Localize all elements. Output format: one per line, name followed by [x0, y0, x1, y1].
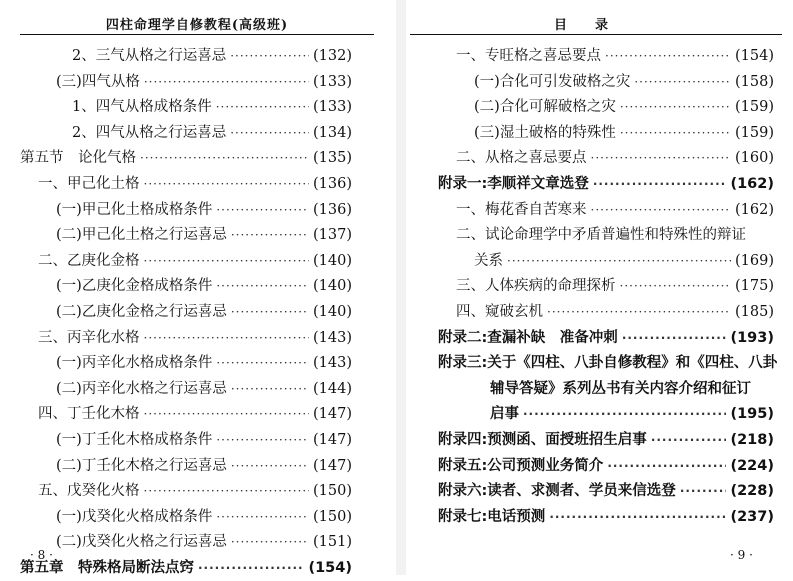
toc-entry-line: [438, 274, 774, 300]
toc-entry-line: [20, 351, 352, 377]
toc-entry-title: (三)四气从格: [56, 73, 140, 90]
toc-entry-line: [20, 249, 352, 275]
toc-entry-title-continued: 关系: [474, 252, 503, 269]
toc-entry-title: (二)合化可解破格之灾: [474, 99, 616, 116]
toc-entry-title: (一)乙庚化金格成格条件: [56, 278, 213, 295]
toc-entry-title: (二)甲己化土格之行运喜忌: [56, 227, 227, 244]
toc-entry-page: (143): [313, 329, 352, 346]
toc-entry-title: 四、窥破玄机: [456, 303, 543, 320]
toc-entry: [438, 121, 774, 147]
toc-entry-page: (169): [735, 252, 774, 269]
toc-entry-page: (136): [313, 175, 352, 192]
toc-entry-page: (135): [313, 150, 352, 167]
toc-entry: [20, 530, 352, 556]
toc-entry: [20, 274, 352, 300]
toc-entry-line: [438, 326, 774, 352]
toc-list-right: [438, 44, 778, 530]
toc-entry-line: [438, 198, 774, 224]
dot-leader: [620, 121, 731, 147]
dot-leader: [230, 121, 309, 147]
toc-entry-page: (162): [730, 175, 774, 192]
toc-entry-continuation: [438, 377, 774, 403]
toc-entry-page: (158): [735, 73, 774, 90]
toc-entry-title: (二)戊癸化火格之行运喜忌: [56, 534, 227, 551]
toc-entry-title: 附录六:读者、求测者、学员来信选登: [438, 483, 676, 500]
toc-entry-line: [20, 198, 352, 224]
dot-leader: [216, 351, 309, 377]
dot-leader: [591, 146, 732, 172]
toc-entry-title: (三)湿土破格的特殊性: [474, 124, 616, 141]
toc-entry-line: [20, 377, 352, 403]
toc-entry-title-continued: 启事: [490, 406, 519, 423]
toc-list-left: [20, 44, 352, 581]
toc-entry-page: (175): [735, 278, 774, 295]
toc-entry-continuation: [438, 402, 774, 428]
toc-entry-page: (151): [313, 534, 352, 551]
toc-entry-page: (140): [313, 303, 352, 320]
toc-entry: [20, 223, 352, 249]
toc-entry-page: (154): [308, 559, 352, 576]
toc-entry-title: 二、从格之喜忌要点: [456, 150, 587, 167]
toc-entry-line: [20, 454, 352, 480]
dot-leader: [651, 428, 727, 454]
toc-entry-title: 三、丙辛化水格: [38, 329, 140, 346]
dot-leader: [231, 454, 309, 480]
toc-entry-page: (133): [313, 73, 352, 90]
toc-entry: [438, 326, 774, 352]
toc-entry-line: [20, 95, 352, 121]
toc-entry-line: [20, 70, 352, 96]
toc-entry: [20, 172, 352, 198]
toc-entry: [438, 223, 774, 274]
toc-entry: [438, 351, 778, 428]
toc-entry: [438, 479, 774, 505]
dot-leader: [216, 274, 309, 300]
dot-leader: [231, 530, 309, 556]
dot-leader: [144, 326, 310, 352]
toc-entry: [438, 198, 774, 224]
toc-entry-continuation: [438, 249, 774, 275]
toc-entry-line: [20, 556, 352, 581]
toc-entry-line: [20, 402, 352, 428]
toc-entry-line: [20, 530, 352, 556]
dot-leader: [144, 70, 309, 96]
toc-entry-page: (134): [313, 124, 352, 141]
toc-entry: [20, 326, 352, 352]
dot-leader: [607, 454, 726, 480]
dot-leader: [549, 505, 726, 531]
toc-entry: [438, 274, 774, 300]
toc-entry-page: (137): [313, 227, 352, 244]
toc-entry: [20, 479, 352, 505]
toc-entry-title: 二、乙庚化金格: [38, 252, 140, 269]
toc-entry-title: 四、丁壬化木格: [38, 406, 140, 423]
toc-entry: [438, 70, 774, 96]
toc-entry-page: (133): [313, 99, 352, 116]
toc-entry-line: [20, 505, 352, 531]
dot-leader: [507, 249, 731, 275]
toc-entry: [20, 70, 352, 96]
toc-entry-title: 一、甲己化土格: [38, 175, 140, 192]
toc-entry-title: 二、试论命理学中矛盾普遍性和特殊性的辩证: [456, 227, 746, 244]
toc-entry-line: [20, 223, 352, 249]
dot-leader: [547, 300, 731, 326]
toc-entry-line: [438, 95, 774, 121]
toc-entry-page: (160): [735, 150, 774, 167]
toc-entry-page: (140): [313, 278, 352, 295]
dot-leader: [144, 172, 310, 198]
toc-entry-line: [438, 300, 774, 326]
book-gutter: [396, 0, 406, 575]
toc-entry: [438, 505, 774, 531]
toc-entry-line: [20, 428, 352, 454]
toc-entry: [20, 44, 352, 70]
dot-leader: [216, 198, 309, 224]
toc-entry-line: [20, 274, 352, 300]
toc-entry-line: [438, 121, 774, 147]
toc-entry-line: [20, 121, 352, 147]
toc-entry: [20, 300, 352, 326]
dot-leader: [634, 70, 731, 96]
toc-entry-title: 附录五:公司预测业务简介: [438, 457, 604, 474]
toc-entry: [438, 44, 774, 70]
dot-leader: [144, 479, 310, 505]
toc-entry: [20, 351, 352, 377]
toc-entry-page: (185): [735, 303, 774, 320]
toc-entry: [20, 95, 352, 121]
toc-entry-page: (228): [730, 483, 774, 500]
page-number: · 9 ·: [730, 548, 753, 562]
toc-entry: [438, 428, 774, 454]
dot-leader: [523, 402, 726, 428]
toc-entry-title: 五、戊癸化火格: [38, 483, 140, 500]
toc-entry: [20, 146, 352, 172]
dot-leader: [231, 300, 309, 326]
toc-entry-line: [438, 172, 774, 198]
toc-entry-page: (144): [313, 380, 352, 397]
toc-entry-page: (193): [730, 329, 774, 346]
toc-entry-line: [20, 479, 352, 505]
dot-leader: [620, 95, 731, 121]
running-header: 目录: [553, 18, 636, 33]
toc-entry-title: 附录三:关于《四柱、八卦自修教程》和《四柱、八卦: [438, 355, 778, 372]
dot-leader: [620, 274, 732, 300]
toc-entry: [20, 454, 352, 480]
dot-leader: [605, 44, 731, 70]
dot-leader: [144, 249, 310, 275]
toc-entry-page: (162): [735, 201, 774, 218]
toc-entry-line: [20, 44, 352, 70]
dot-leader: [230, 44, 309, 70]
toc-entry-page: (150): [313, 483, 352, 500]
toc-entry-line: [20, 326, 352, 352]
dot-leader: [140, 146, 309, 172]
dot-leader: [216, 95, 309, 121]
toc-entry-page: (154): [735, 48, 774, 64]
toc-entry: [438, 300, 774, 326]
dot-leader: [144, 402, 310, 428]
header-rule: [20, 34, 374, 35]
toc-entry-title: 附录四:预测函、面授班招生启事: [438, 431, 647, 448]
toc-entry: [438, 95, 774, 121]
toc-entry-title: 第五节 论化气格: [20, 150, 136, 167]
toc-entry-title: (二)乙庚化金格之行运喜忌: [56, 303, 227, 320]
dot-leader: [198, 556, 304, 581]
toc-entry-title: 1、四气从格成格条件: [72, 99, 212, 116]
dot-leader: [216, 428, 309, 454]
toc-entry-page: (150): [313, 508, 352, 525]
dot-leader: [216, 505, 309, 531]
running-header: 四柱命理学自修教程(高级班): [105, 18, 289, 33]
toc-entry-title: (二)丙辛化水格之行运喜忌: [56, 380, 227, 397]
header-rule: [410, 34, 782, 35]
toc-entry-page: (143): [313, 355, 352, 372]
dot-leader: [231, 377, 309, 403]
toc-entry-title: 一、专旺格之喜忌要点: [456, 48, 601, 64]
toc-entry: [20, 198, 352, 224]
toc-entry: [20, 505, 352, 531]
toc-entry-line: [20, 300, 352, 326]
toc-entry-title: 附录一:李顺祥文章选登: [438, 175, 589, 192]
toc-entry-line: [438, 223, 774, 249]
toc-entry-title: (一)甲己化土格成格条件: [56, 201, 213, 218]
toc-entry-page: (159): [735, 99, 774, 116]
toc-entry-line: [438, 146, 774, 172]
toc-entry: [438, 172, 774, 198]
toc-entry-title-continued: 辅导答疑》系列丛书有关内容介绍和征订: [490, 380, 751, 397]
toc-entry-page: (132): [313, 48, 352, 64]
toc-entry: [438, 454, 774, 480]
page-number: · 8 ·: [30, 548, 53, 562]
dot-leader: [622, 326, 727, 352]
toc-entry-line: [438, 454, 774, 480]
toc-entry-page: (224): [730, 457, 774, 474]
toc-entry-title: 附录二:查漏补缺 准备冲刺: [438, 329, 618, 346]
toc-entry-page: (147): [313, 457, 352, 474]
toc-entry-title: (一)丁壬化木格成格条件: [56, 431, 213, 448]
toc-entry: [20, 428, 352, 454]
left-page: [0, 0, 392, 575]
toc-entry-page: (195): [730, 406, 774, 423]
toc-entry-title: 一、梅花香自苦寒来: [456, 201, 587, 218]
toc-entry-page: (147): [313, 406, 352, 423]
toc-entry-line: [20, 172, 352, 198]
toc-entry-page: (237): [730, 508, 774, 525]
toc-entry-title: 2、四气从格之行运喜忌: [72, 124, 227, 141]
toc-entry: [20, 377, 352, 403]
toc-entry-line: [438, 428, 774, 454]
toc-entry-line: [20, 146, 352, 172]
toc-entry-title: (一)戊癸化火格成格条件: [56, 508, 213, 525]
toc-entry-page: (218): [730, 431, 774, 448]
toc-entry-page: (147): [313, 431, 352, 448]
toc-entry: [438, 146, 774, 172]
toc-entry-page: (159): [735, 124, 774, 141]
toc-entry-title: 附录七:电话预测: [438, 508, 546, 525]
toc-entry: [20, 402, 352, 428]
toc-entry-line: [438, 505, 774, 531]
toc-entry-title: (一)丙辛化水格成格条件: [56, 355, 213, 372]
toc-entry: [20, 556, 352, 581]
toc-entry: [20, 121, 352, 147]
dot-leader: [680, 479, 727, 505]
toc-entry-page: (136): [313, 201, 352, 218]
toc-entry-title: 三、人体疾病的命理探析: [456, 278, 616, 295]
right-page: [410, 0, 793, 575]
toc-entry-title: 2、三气从格之行运喜忌: [72, 48, 227, 64]
toc-entry-line: [438, 44, 774, 70]
toc-entry-title: (二)丁壬化木格之行运喜忌: [56, 457, 227, 474]
toc-entry: [20, 249, 352, 275]
toc-entry-page: (140): [313, 252, 352, 269]
toc-entry-line: [438, 351, 778, 377]
toc-entry-title: (一)合化可引发破格之灾: [474, 73, 631, 90]
dot-leader: [231, 223, 309, 249]
dot-leader: [591, 198, 732, 224]
dot-leader: [593, 172, 727, 198]
toc-entry-line: [438, 70, 774, 96]
toc-entry-line: [438, 479, 774, 505]
toc-entry-title: 第五章 特殊格局断法点窍: [20, 559, 194, 576]
